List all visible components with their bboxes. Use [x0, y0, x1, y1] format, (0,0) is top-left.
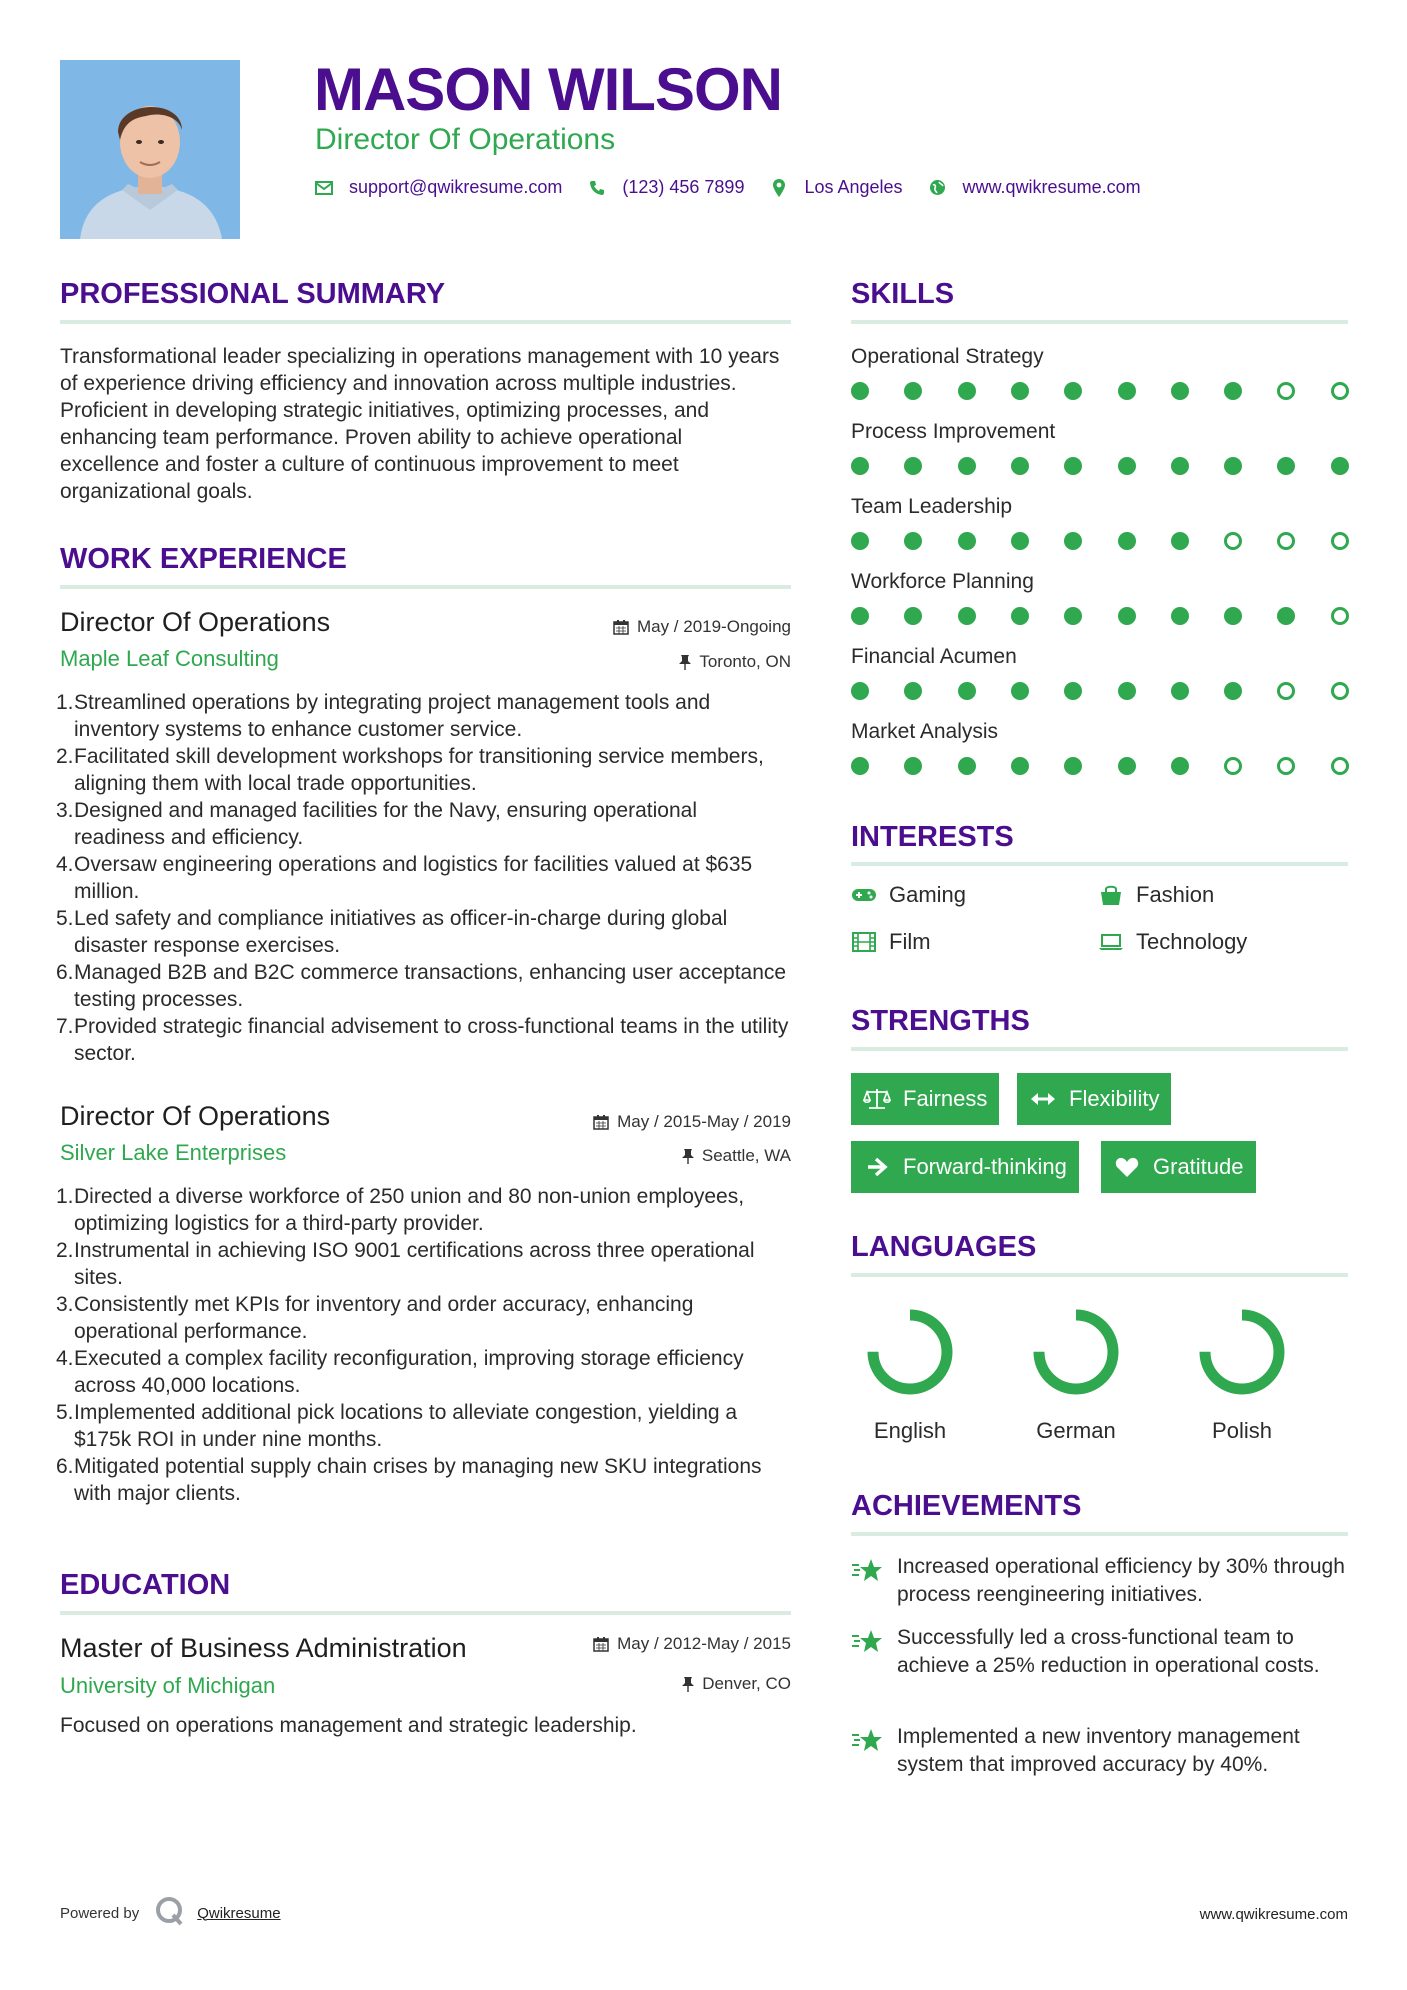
shopping-bag-icon [1098, 884, 1124, 906]
strength-label: Flexibility [1069, 1086, 1160, 1111]
job-location-text: Seattle, WA [701, 1146, 791, 1165]
list-item: 4. Oversaw engineering operations and logistics for facilities valued at $635 million. [56, 853, 753, 903]
rating-dot-filled [1118, 757, 1136, 775]
rating-dot-filled [958, 532, 976, 550]
language-item [1016, 1304, 1136, 1444]
achievement-text: Increased operational efficiency by 30% through process reengineering initiatives. [897, 1555, 1345, 1606]
strength-label: Gratitude [1153, 1154, 1244, 1179]
rating-dot-empty [1331, 532, 1349, 550]
experience-heading: WORK EXPERIENCE [60, 543, 347, 575]
rating-dot-filled [1011, 382, 1029, 400]
achievements-heading: ACHIEVEMENTS [851, 1490, 1082, 1522]
star-burst-icon [851, 1627, 883, 1680]
rating-dot-filled [1224, 607, 1242, 625]
interest-fashion [1098, 882, 1214, 908]
skill-name: Market Analysis [851, 720, 999, 743]
rating-dot-filled [1331, 457, 1349, 475]
rating-dot-filled [904, 607, 922, 625]
skill-rating [851, 606, 1351, 626]
language-item [850, 1304, 970, 1444]
list-item: 2. Facilitated skill development workshops for transitioning service members, aligning them with local trade opportunities. [56, 745, 764, 795]
rating-dot-filled [1118, 457, 1136, 475]
rating-dot-filled [1277, 607, 1295, 625]
pushpin-icon [679, 654, 691, 670]
rating-dot-empty [1331, 382, 1349, 400]
rating-dot-filled [1064, 757, 1082, 775]
heart-icon [1113, 1155, 1141, 1179]
rating-dot-empty [1277, 682, 1295, 700]
contact-website-text: www.qwikresume.com [962, 177, 1141, 197]
education-location-text: Denver, CO [702, 1674, 791, 1693]
list-item: 1. Streamlined operations by integrating project management tools and inventory systems to enhance customer service. [56, 691, 711, 741]
rating-dot-filled [1011, 757, 1029, 775]
skill-rating [851, 531, 1351, 551]
list-item: 6. Managed B2B and B2C commerce transactions, enhancing user acceptance testing processes. [56, 961, 787, 1011]
job-company: Maple Leaf Consulting [60, 646, 279, 671]
achievement-item [851, 1624, 1348, 1680]
qwikresume-logo-icon [155, 1896, 185, 1930]
rating-dot-filled [1064, 682, 1082, 700]
interests-divider [851, 862, 1348, 866]
job-duties [56, 1183, 791, 1507]
job-company: Silver Lake Enterprises [60, 1140, 287, 1165]
arrow-right-icon [863, 1155, 891, 1179]
rating-dot-empty [1277, 757, 1295, 775]
rating-dot-empty [1224, 532, 1242, 550]
rating-dot-filled [1171, 532, 1189, 550]
rating-dot-filled [851, 607, 869, 625]
calendar-icon [613, 619, 629, 635]
rating-dot-filled [1011, 532, 1029, 550]
list-item: 3. Designed and managed facilities for the Navy, ensuring operational readiness and efficiency. [56, 799, 697, 849]
rating-dot-filled [851, 532, 869, 550]
interest-label: Film [889, 929, 931, 954]
education-description: Focused on operations management and strategic leadership. [60, 1714, 637, 1737]
rating-dot-filled [1064, 607, 1082, 625]
rating-dot-filled [1011, 457, 1029, 475]
profile-photo [60, 60, 240, 239]
education-school: University of Michigan [60, 1673, 276, 1698]
balance-scale-icon [863, 1087, 891, 1111]
skill-name: Financial Acumen [851, 645, 1017, 668]
skill-name: Workforce Planning [851, 570, 1034, 593]
list-item: 5. Led safety and compliance initiatives as officer-in-charge during global disaster response exercises. [56, 907, 728, 957]
star-burst-icon [851, 1726, 883, 1779]
rating-dot-filled [851, 382, 869, 400]
language-name: German [1036, 1418, 1116, 1443]
rating-dot-filled [904, 382, 922, 400]
experience-divider [60, 585, 791, 589]
footer-powered-by [60, 1896, 281, 1930]
strength-label: Fairness [903, 1086, 988, 1111]
achievement-item [851, 1553, 1348, 1609]
skill-name: Team Leadership [851, 495, 1013, 518]
rating-dot-filled [1118, 682, 1136, 700]
rating-dot-filled [1064, 382, 1082, 400]
rating-dot-filled [1224, 457, 1242, 475]
rating-dot-filled [1224, 382, 1242, 400]
education-divider [60, 1611, 791, 1615]
strengths-divider [851, 1047, 1348, 1051]
interest-gaming [851, 882, 966, 908]
skills-divider [851, 320, 1348, 324]
interest-technology [1098, 929, 1247, 955]
laptop-icon [1098, 931, 1124, 953]
rating-dot-filled [1171, 757, 1189, 775]
contact-location-text: Los Angeles [804, 177, 903, 197]
powered-by-label: Powered by [60, 1904, 140, 1922]
rating-dot-filled [1171, 382, 1189, 400]
rating-dot-filled [904, 682, 922, 700]
job-location [480, 1145, 791, 1167]
language-level-arc [1039, 1315, 1113, 1389]
skill-rating [851, 756, 1351, 776]
job-duties [56, 689, 791, 1067]
achievement-text: Successfully led a cross-functional team to achieve a 25% reduction in operational costs. [897, 1626, 1320, 1677]
job-location-text: Toronto, ON [699, 652, 791, 671]
list-item: 6. Mitigated potential supply chain crises by managing new SKU integrations with major clients. [56, 1455, 762, 1505]
language-ring [1194, 1304, 1290, 1400]
language-name: Polish [1212, 1418, 1272, 1443]
contact-email[interactable] [315, 177, 562, 198]
contact-website[interactable] [929, 177, 1141, 198]
rating-dot-filled [904, 532, 922, 550]
job-date [480, 1111, 791, 1133]
education-location [480, 1673, 791, 1695]
languages-heading: LANGUAGES [851, 1231, 1037, 1263]
rating-dot-empty [1224, 757, 1242, 775]
skill-rating [851, 681, 1351, 701]
education-date-text: May / 2012-May / 2015 [617, 1634, 791, 1653]
rating-dot-filled [1171, 457, 1189, 475]
map-pin-icon [770, 179, 788, 197]
calendar-icon [593, 1636, 609, 1652]
rating-dot-filled [904, 457, 922, 475]
rating-dot-filled [958, 607, 976, 625]
list-item: 4. Executed a complex facility reconfiguration, improving storage efficiency across 40,000 locations. [56, 1347, 744, 1397]
footer-brand-link[interactable]: Qwikresume [197, 1904, 281, 1922]
job-location [480, 651, 791, 673]
strength-gratitude [1101, 1141, 1256, 1193]
interest-label: Fashion [1136, 882, 1215, 907]
skill-rating [851, 456, 1351, 476]
gamepad-icon [851, 884, 877, 906]
list-item: 7. Provided strategic financial advisement to cross-functional teams in the utility sector. [56, 1015, 789, 1065]
rating-dot-empty [1331, 757, 1349, 775]
skills-heading: SKILLS [851, 278, 955, 310]
strength-forward-thinking [851, 1141, 1079, 1193]
language-name: English [873, 1418, 947, 1443]
summary-divider [60, 320, 791, 324]
candidate-name: MASON WILSON [314, 56, 782, 123]
rating-dot-filled [1118, 382, 1136, 400]
rating-dot-filled [1171, 607, 1189, 625]
film-icon [851, 931, 877, 953]
achievement-text: Implemented a new inventory management system that improved accuracy by 40%. [897, 1725, 1300, 1776]
rating-dot-filled [958, 757, 976, 775]
rating-dot-empty [1331, 607, 1349, 625]
language-level-arc [873, 1315, 947, 1389]
skill-rating [851, 381, 1351, 401]
envelope-icon [315, 179, 333, 197]
language-level-arc [1205, 1315, 1279, 1389]
skill-name: Process Improvement [851, 420, 1056, 443]
rating-dot-filled [851, 682, 869, 700]
arrows-horizontal-icon [1029, 1087, 1057, 1111]
rating-dot-filled [958, 382, 976, 400]
contact-email-text: support@qwikresume.com [349, 177, 563, 197]
rating-dot-filled [1118, 532, 1136, 550]
rating-dot-filled [1277, 457, 1295, 475]
languages-divider [851, 1273, 1348, 1277]
pushpin-icon [682, 1148, 694, 1164]
rating-dot-filled [1064, 532, 1082, 550]
contact-phone[interactable] [588, 177, 744, 198]
interest-label: Gaming [889, 882, 967, 907]
list-item: 1. Directed a diverse workforce of 250 union and 80 non-union employees, optimizing logistics for a third-party provider. [56, 1185, 745, 1235]
job-title: Director Of Operations [60, 1101, 331, 1131]
rating-dot-filled [1118, 607, 1136, 625]
list-item: 3. Consistently met KPIs for inventory and order accuracy, enhancing operational performance. [56, 1293, 694, 1343]
rating-dot-filled [851, 457, 869, 475]
rating-dot-empty [1277, 382, 1295, 400]
job-title: Director Of Operations [60, 607, 331, 637]
phone-icon [588, 179, 606, 197]
education-date [480, 1633, 791, 1655]
rating-dot-filled [1011, 682, 1029, 700]
pushpin-icon [682, 1676, 694, 1692]
rating-dot-empty [1331, 682, 1349, 700]
strength-flexibility [1017, 1073, 1171, 1125]
strength-fairness [851, 1073, 999, 1125]
contact-phone-text: (123) 456 7899 [622, 177, 745, 197]
rating-dot-filled [851, 757, 869, 775]
footer-website-link[interactable]: www.qwikresume.com [1199, 1906, 1348, 1923]
education-heading: EDUCATION [60, 1569, 231, 1601]
strengths-heading: STRENGTHS [851, 1005, 1030, 1037]
calendar-icon [593, 1114, 609, 1130]
language-ring [1028, 1304, 1124, 1400]
skill-name: Operational Strategy [851, 345, 1044, 368]
language-item [1182, 1304, 1302, 1444]
summary-text: Transformational leader specializing in operations management with 10 years of experience driving efficiency and innovation across multiple industries. Proficient in developing strategic initiatives, optimizing processes, and enhancing team performance. Proven ability to achieve operational excellence and foster a culture of continuous improvement to meet organizational goals. [60, 345, 780, 503]
job-date [480, 616, 791, 638]
contact-location [770, 177, 902, 198]
interest-label: Technology [1136, 929, 1248, 954]
candidate-role: Director Of Operations [315, 123, 616, 156]
language-ring [862, 1304, 958, 1400]
contact-bar [315, 177, 1167, 198]
education-degree: Master of Business Administration [60, 1633, 467, 1663]
job-date-text: May / 2015-May / 2019 [617, 1112, 791, 1131]
interest-film [851, 929, 931, 955]
rating-dot-empty [1277, 532, 1295, 550]
list-item: 2. Instrumental in achieving ISO 9001 certifications across three operational sites. [56, 1239, 755, 1289]
strength-label: Forward-thinking [903, 1154, 1067, 1179]
summary-heading: PROFESSIONAL SUMMARY [60, 278, 446, 310]
job-date-text: May / 2019-Ongoing [636, 617, 791, 636]
achievement-item [851, 1723, 1348, 1779]
star-burst-icon [851, 1556, 883, 1609]
list-item: 5. Implemented additional pick locations to alleviate congestion, yielding a $175k ROI in under nine months. [56, 1401, 738, 1451]
interests-heading: INTERESTS [851, 821, 1014, 853]
rating-dot-filled [1011, 607, 1029, 625]
rating-dot-filled [958, 457, 976, 475]
rating-dot-filled [1064, 457, 1082, 475]
rating-dot-filled [904, 757, 922, 775]
rating-dot-filled [1171, 682, 1189, 700]
globe-icon [929, 179, 947, 197]
rating-dot-filled [958, 682, 976, 700]
achievements-divider [851, 1532, 1348, 1536]
rating-dot-filled [1224, 682, 1242, 700]
